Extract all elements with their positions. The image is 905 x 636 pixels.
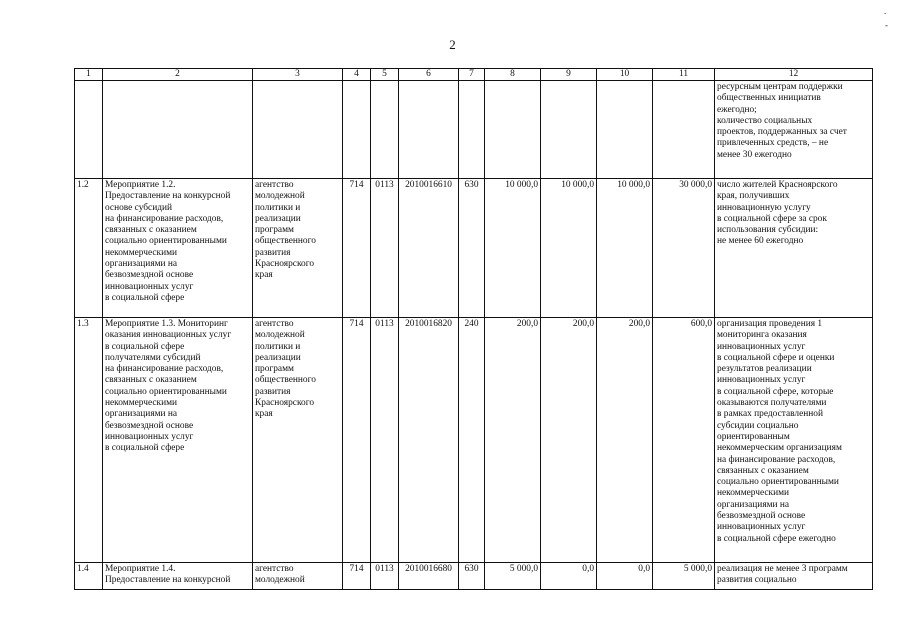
row-number-cell: 1.4 — [75, 563, 103, 590]
code-cell: 630 — [459, 563, 485, 590]
column-number: 12 — [715, 69, 873, 81]
executor-cell: агентство молодежной — [253, 563, 343, 590]
executor-cell: агентство молодежной политики и реализации программ общественного развития Красноярского края — [253, 179, 343, 318]
code-cell: 0113 — [371, 318, 399, 563]
executor-cell: агентство молодежной политики и реализации программ общественного развития Красноярского края — [253, 318, 343, 563]
amount-cell: 600,0 — [653, 318, 715, 563]
amount-cell — [597, 81, 653, 179]
code-cell: 240 — [459, 318, 485, 563]
amount-cell — [653, 81, 715, 179]
result-cell: число жителей Красноярского края, получивших инновационную услугу в социальной сфере за срок использования субсидии: не менее 60 ежегодно — [715, 179, 873, 318]
page-number: 2 — [449, 37, 456, 52]
amount-cell: 200,0 — [485, 318, 541, 563]
table-row — [75, 81, 873, 179]
row-number-cell: 1.2 — [75, 179, 103, 318]
column-number: 2 — [103, 69, 253, 81]
column-number: 3 — [253, 69, 343, 81]
amount-cell: 0,0 — [597, 563, 653, 590]
table-row — [75, 563, 873, 590]
column-number: 8 — [485, 69, 541, 81]
code-cell: 0113 — [371, 179, 399, 318]
column-number: 4 — [343, 69, 371, 81]
code-cell — [371, 81, 399, 179]
event-cell — [103, 81, 253, 179]
column-number-row — [75, 69, 873, 81]
table-row — [75, 318, 873, 563]
code-cell: 630 — [459, 179, 485, 318]
code-cell — [343, 81, 371, 179]
scan-mark: - — [885, 20, 888, 30]
result-cell: реализация не менее 3 программ развития социально — [715, 563, 873, 590]
code-cell — [459, 81, 485, 179]
amount-cell — [485, 81, 541, 179]
amount-cell: 10 000,0 — [485, 179, 541, 318]
amount-cell: 30 000,0 — [653, 179, 715, 318]
event-cell: Мероприятие 1.2. Предоставление на конкурсной основе субсидий на финансирование расходов, связанных с оказанием социально ориентированными некоммерческими организациями на безвозмездной основе инновационных услуг в социальной сфере — [103, 179, 253, 318]
code-cell: 714 — [343, 179, 371, 318]
budget-measures-table — [74, 68, 873, 590]
row-number-cell: 1.3 — [75, 318, 103, 563]
column-number: 7 — [459, 69, 485, 81]
code-cell: 714 — [343, 318, 371, 563]
executor-cell — [253, 81, 343, 179]
result-cell: организация проведения 1 мониторинга оказания инновационных услуг в социальной сфере и оценки результатов реализации инновационных услуг в социальной сфере, которые оказываются получателями в рамках предоставленной субсидии социально ориентированным некоммерческим организациям на финансирование расходов, связанных с оказанием социально ориентированными некоммерческими организациями на безвозмездной основе инновационных услуг в социальной сфере ежегодно — [715, 318, 873, 563]
column-number: 11 — [653, 69, 715, 81]
code-cell: 2010016820 — [399, 318, 459, 563]
code-cell: 714 — [343, 563, 371, 590]
amount-cell: 5 000,0 — [485, 563, 541, 590]
column-number: 6 — [399, 69, 459, 81]
table-row — [75, 179, 873, 318]
event-cell: Мероприятие 1.3. Мониторинг оказания инновационных услуг в социальной сфере получателями субсидий на финансирование расходов, связанных с оказанием социально ориентированными некоммерческими организациями на безвозмездной основе инновационных услуг в социальной сфере — [103, 318, 253, 563]
scan-mark: . — [884, 6, 887, 16]
code-cell: 2010016610 — [399, 179, 459, 318]
amount-cell: 10 000,0 — [597, 179, 653, 318]
row-number-cell — [75, 81, 103, 179]
column-number: 10 — [597, 69, 653, 81]
column-number: 1 — [75, 69, 103, 81]
code-cell — [399, 81, 459, 179]
column-number: 9 — [541, 69, 597, 81]
code-cell: 2010016680 — [399, 563, 459, 590]
amount-cell: 200,0 — [597, 318, 653, 563]
amount-cell: 200,0 — [541, 318, 597, 563]
code-cell: 0113 — [371, 563, 399, 590]
amount-cell: 5 000,0 — [653, 563, 715, 590]
amount-cell — [541, 81, 597, 179]
amount-cell: 10 000,0 — [541, 179, 597, 318]
result-cell: ресурсным центрам поддержки общественных инициатив ежегодно; количество социальных проектов, поддержанных за счет привлеченных средств, – не менее 30 ежегодно — [715, 81, 873, 179]
column-number: 5 — [371, 69, 399, 81]
amount-cell: 0,0 — [541, 563, 597, 590]
event-cell: Мероприятие 1.4. Предоставление на конкурсной — [103, 563, 253, 590]
